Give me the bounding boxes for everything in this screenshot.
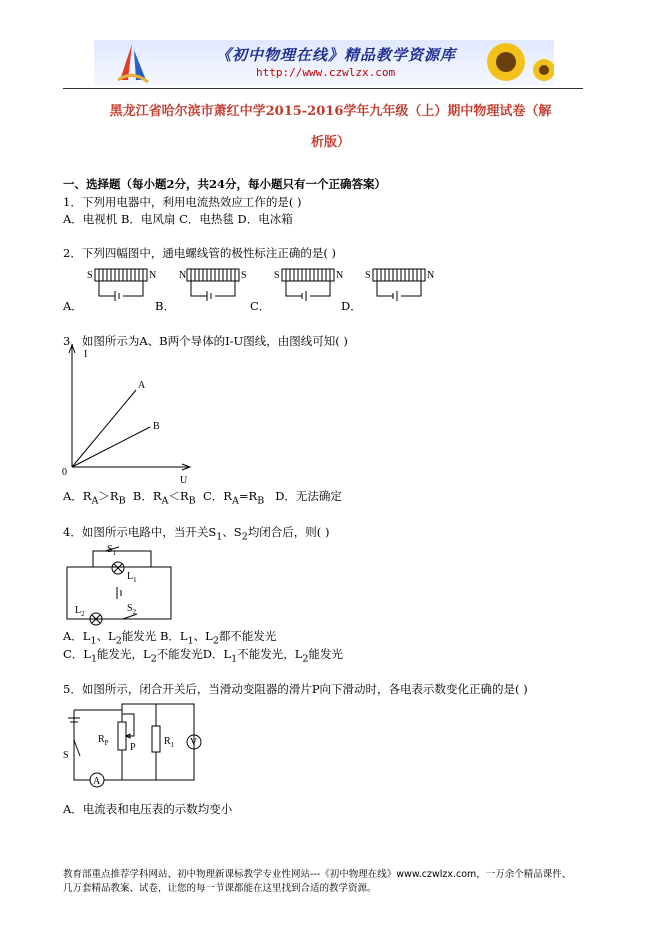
q5-fig-rp: $R_P$	[98, 734, 109, 747]
q5-fig-v: V	[190, 737, 198, 748]
q4-stem-s1-sub: 1	[216, 531, 223, 543]
q5-stem: 5．如图所示，闭合开关后，当滑动变阻器的滑片P向下滑动时，各电表示数变化正确的是( )	[63, 682, 528, 696]
q4-options-cd	[63, 647, 343, 666]
q4-stem-mid: 、S	[222, 525, 242, 539]
q1-stem: 1．下列用电器中，利用电流热效应工作的是( )	[63, 195, 302, 209]
header-rule	[63, 88, 583, 89]
header-banner	[94, 40, 554, 86]
pole-right-b: S	[241, 270, 247, 281]
pole-right-d: N	[427, 270, 435, 281]
q2-label-d: D．	[341, 299, 362, 313]
q3-opt-c: C．R	[203, 489, 232, 503]
section-heading: 一、选择题（每小题2分，共24分，每小题只有一个正确答案）	[63, 177, 387, 191]
q4-fig-s2: $S_2$	[127, 603, 137, 616]
q4-opt-c3-sub: 1	[231, 653, 238, 665]
q4-circuit	[63, 543, 183, 623]
q3-opt-b-rel: ＜R	[168, 489, 189, 503]
q4-opt-a2: 、L	[96, 629, 116, 643]
paper-title-line1: 黑龙江省哈尔滨市萧红中学2015-2016学年九年级（上）期中物理试卷（解	[109, 104, 552, 119]
q4-opt-c4: 不能发光，L	[237, 647, 303, 661]
q3-opt-c-sub1: A	[231, 495, 239, 507]
q4-opt-c1: C．L	[63, 647, 91, 661]
q3-opt-d: D．无法确定	[275, 489, 342, 503]
q4-opt-a2-sub: 2	[115, 635, 122, 647]
q5-option-a: A．电流表和电压表的示数均变小	[63, 802, 233, 816]
q5-fig-s: S	[63, 750, 69, 761]
q3-opt-b-sub1: A	[161, 495, 169, 507]
axis-u-label: U	[180, 475, 188, 486]
pole-left-d: S	[365, 270, 371, 281]
q4-opt-a1: A．L	[63, 629, 91, 643]
footer-line1: 教育部重点推荐学科网站、初中物理新课标教学专业性网站---《初中物理在线》www.czwlzx.com，一万余个精品课件、	[63, 869, 572, 880]
q4-opt-c2-sub: 2	[150, 653, 157, 665]
q4-fig-l1: $L_1$	[127, 571, 137, 584]
q4-opt-c4-sub: 2	[302, 653, 309, 665]
q1-options: A．电视机 B．电风扇 C．电热毯 D．电冰箱	[63, 212, 293, 226]
q4-options-ab	[63, 629, 276, 648]
rheostat	[118, 722, 126, 750]
q3-stem: 3．如图所示为A、B两个导体的I-U图线，由图线可知( )	[63, 334, 348, 348]
q4-opt-c5: 能发光	[308, 647, 344, 661]
q4-stem-pre: 4．如图所示电路中，当开关S	[63, 525, 217, 539]
q4-opt-a1-sub: 1	[90, 635, 97, 647]
q4-opt-c1-sub: 1	[90, 653, 98, 665]
q4-fig-l2: $L_2$	[75, 605, 85, 618]
q3-opt-a-sub1: A	[91, 495, 99, 507]
q3-opt-b: B．R	[132, 489, 162, 503]
q3-opt-b-sub2: B	[188, 495, 196, 507]
q5-fig-p: P	[130, 742, 136, 753]
pole-left-b: N	[179, 270, 187, 281]
q5-fig-r1: $R_1$	[164, 736, 175, 749]
pole-left-a: S	[87, 270, 93, 281]
q2-label-b: B．	[155, 299, 175, 313]
q4-stem	[63, 525, 329, 544]
q2-stem: 2．下列四幅图中，通电螺线管的极性标注正确的是( )	[63, 246, 336, 260]
line-a-label: A	[138, 380, 146, 391]
q3-opt-a-sub2: B	[118, 495, 126, 507]
solenoid-b	[177, 266, 257, 304]
q4-opt-a5: 都不能发光	[218, 629, 277, 643]
resistor-r1	[152, 726, 160, 752]
q4-stem-post: 均闭合后，则( )	[247, 525, 330, 539]
paper-title-line2: 析版）	[310, 135, 350, 150]
q4-opt-a3: 能发光 B．L	[121, 629, 188, 643]
pole-left-c: S	[274, 270, 280, 281]
solenoid-a	[85, 266, 165, 304]
q3-options	[63, 489, 342, 508]
solenoid-d	[363, 266, 443, 304]
footer-line2: 几万套精品教案、试卷，让您的每一节课都能在这里找到合适的教学资源。	[63, 883, 377, 894]
q4-opt-c2: 能发光，L	[97, 647, 151, 661]
q3-opt-c-sub2: B	[257, 495, 265, 507]
q4-opt-c3: 不能发光D．L	[156, 647, 232, 661]
q4-opt-a4-sub: 2	[212, 635, 219, 647]
q2-label-a: A．	[63, 299, 83, 313]
q5-fig-a: A	[93, 776, 101, 787]
q5-circuit	[60, 700, 210, 798]
banner-url: http://www.czwlzx.com	[256, 66, 396, 79]
pole-right-a: N	[149, 270, 157, 281]
pole-right-c: N	[336, 270, 344, 281]
q2-label-c: C．	[250, 299, 271, 313]
q4-fig-s1: $S_1$	[107, 544, 117, 557]
q4-stem-s2-sub: 2	[241, 531, 248, 543]
iu-graph	[60, 345, 200, 485]
axis-i-label: I	[84, 349, 88, 360]
line-b-label: B	[153, 421, 160, 432]
q4-opt-a4: 、L	[193, 629, 213, 643]
logo-icon	[112, 40, 152, 86]
q3-opt-a-rel: ＞R	[98, 489, 119, 503]
q4-opt-a3-sub: 1	[187, 635, 194, 647]
q3-opt-c-rel: =R	[238, 489, 258, 503]
q3-opt-a: A．R	[63, 489, 92, 503]
banner-title: 《初中物理在线》精品教学资源库	[216, 46, 457, 64]
origin-label: 0	[62, 467, 67, 478]
sunflower-icon	[466, 40, 554, 86]
solenoid-c	[272, 266, 352, 304]
